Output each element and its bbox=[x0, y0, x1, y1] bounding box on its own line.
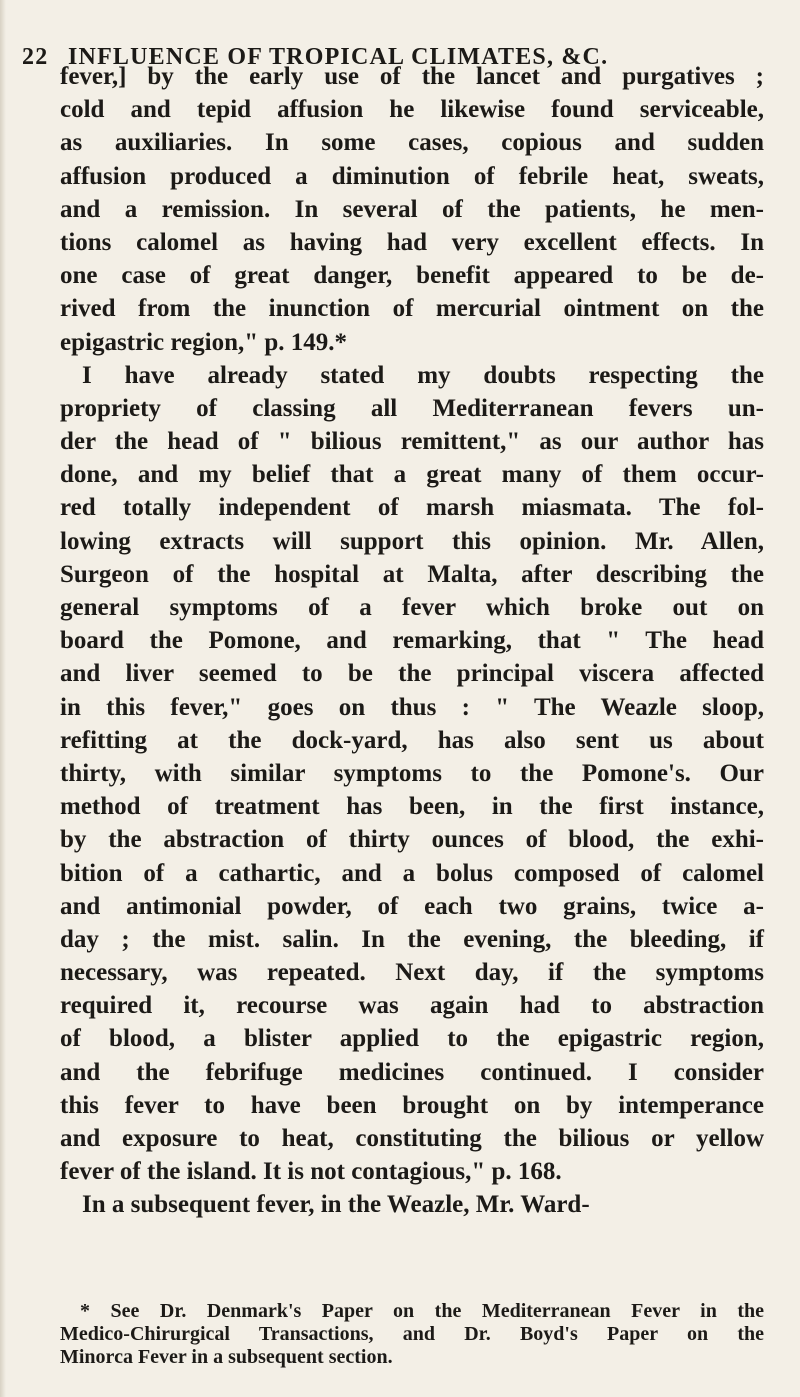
footnote-line: * See Dr. Denmark's Paper on the Mediterranean Fever in the bbox=[80, 1300, 764, 1322]
footnote-line: Medico-Chirurgical Transactions, and Dr. Boyd's Paper on the bbox=[60, 1323, 764, 1345]
text-line: as auxiliaries. In some cases, copious and sudden bbox=[60, 129, 764, 157]
text-line: In a subsequent fever, in the Weazle, Mr. Ward- bbox=[82, 1191, 590, 1219]
text-line: and the febrifuge medicines continued. I consider bbox=[60, 1058, 764, 1086]
text-line: and liver seemed to be the principal viscera affected bbox=[60, 660, 764, 688]
text-line: by the abstraction of thirty ounces of blood, the exhi- bbox=[60, 826, 764, 854]
text-line: method of treatment has been, in the first instance, bbox=[60, 793, 764, 821]
text-line: and exposure to heat, constituting the bilious or yellow bbox=[60, 1125, 764, 1152]
text-line: der the head of " bilious remittent," as our author has bbox=[60, 428, 764, 456]
text-line: propriety of classing all Mediterranean fevers un- bbox=[60, 394, 764, 422]
text-line: fever of the island. It is not contagious," p. 168. bbox=[60, 1158, 562, 1186]
text-line: in this fever," goes on thus : " The Weazle sloop, bbox=[60, 693, 764, 721]
text-line: red totally independent of marsh miasmata. The fol- bbox=[60, 494, 764, 522]
text-line: refitting at the dock-yard, has also sent us about bbox=[60, 726, 764, 754]
text-line: lowing extracts will support this opinion. Mr. Allen, bbox=[60, 527, 764, 555]
text-line: board the Pomone, and remarking, that " The head bbox=[60, 627, 764, 655]
text-line: I have already stated my doubts respecting the bbox=[82, 361, 764, 389]
page-edge-shadow bbox=[0, 0, 6, 1397]
text-line: thirty, with similar symptoms to the Pomone's. Our bbox=[60, 759, 764, 787]
text-line: epigastric region," p. 149.* bbox=[60, 328, 348, 356]
text-line: day ; the mist. salin. In the evening, the bleeding, if bbox=[60, 925, 764, 953]
text-line: tions calomel as having had very excellent effects. In bbox=[60, 228, 764, 256]
page-number: 22 bbox=[22, 44, 49, 70]
text-line: and a remission. In several of the patients, he men- bbox=[60, 195, 764, 223]
page-header bbox=[22, 14, 762, 70]
text-line: affusion produced a diminution of febrile heat, sweats, bbox=[60, 162, 764, 190]
text-line: required it, recourse was again had to abstraction bbox=[60, 992, 764, 1020]
text-line: one case of great danger, benefit appeared to be de- bbox=[60, 262, 764, 290]
text-line: fever,] by the early use of the lancet and purgatives ; bbox=[60, 63, 764, 90]
text-line: of blood, a blister applied to the epigastric region, bbox=[60, 1025, 764, 1053]
text-line: rived from the inunction of mercurial ointment on the bbox=[60, 295, 764, 323]
footnote bbox=[60, 1300, 764, 1369]
footnote-line: Minorca Fever in a subsequent section. bbox=[60, 1346, 393, 1368]
text-line: general symptoms of a fever which broke out on bbox=[60, 594, 764, 621]
running-head: INFLUENCE OF TROPICAL CLIMATES, &C. bbox=[68, 44, 609, 70]
text-line: done, and my belief that a great many of them occur- bbox=[60, 461, 764, 489]
text-line: bition of a cathartic, and a bolus composed of calomel bbox=[60, 859, 764, 887]
text-line: cold and tepid affusion he likewise found serviceable, bbox=[60, 96, 764, 124]
text-line: this fever to have been brought on by intemperance bbox=[60, 1091, 764, 1119]
text-line: necessary, was repeated. Next day, if the symptoms bbox=[60, 959, 764, 987]
text-line: Surgeon of the hospital at Malta, after describing the bbox=[60, 560, 764, 588]
body-text bbox=[60, 60, 764, 1222]
text-line: and antimonial powder, of each two grains, twice a- bbox=[60, 892, 764, 920]
